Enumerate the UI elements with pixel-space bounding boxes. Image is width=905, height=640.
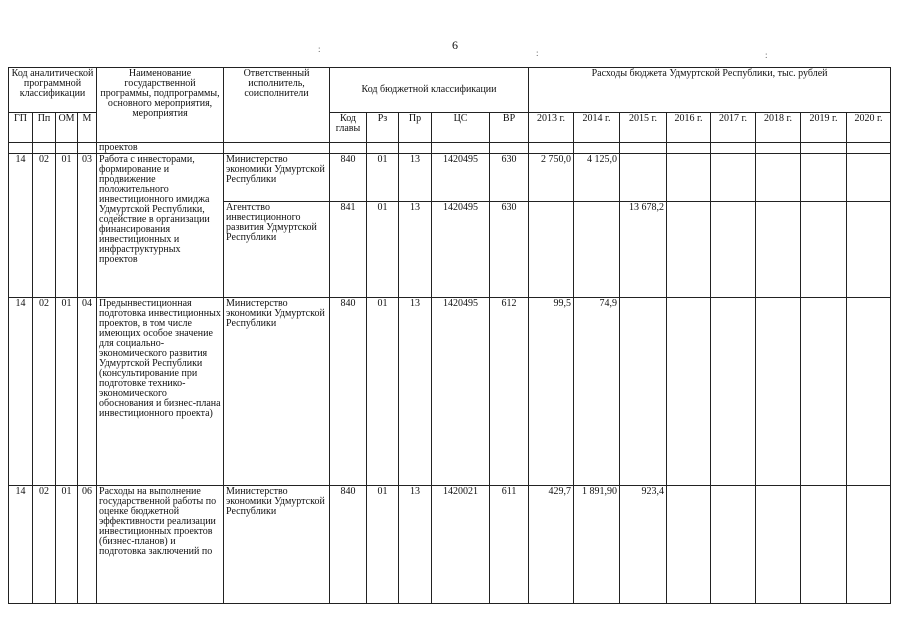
year-header: 2018 г. xyxy=(756,113,801,143)
year-header: 2017 г. xyxy=(711,113,756,143)
budget-table xyxy=(8,67,891,604)
year-header: 2016 г. xyxy=(667,113,711,143)
amount-2015: 13 678,2 xyxy=(620,202,667,298)
pp-header: Пп xyxy=(33,113,56,143)
cs-cell: 1420495 xyxy=(432,298,490,486)
kod-cell: 840 xyxy=(330,154,367,202)
vr-cell: 630 xyxy=(490,202,529,298)
vr-cell: 612 xyxy=(490,298,529,486)
scan-dot: : xyxy=(318,44,321,54)
table-row xyxy=(9,154,891,202)
rz-cell: 01 xyxy=(367,202,399,298)
gp-cell: 14 xyxy=(9,154,33,298)
page-number: 6 xyxy=(452,38,458,52)
amount-2014: 1 891,90 xyxy=(574,486,620,604)
year-header: 2020 г. xyxy=(847,113,891,143)
name-header: Наименование государственной программы, подпрограммы, основного мероприятия, мероприятия xyxy=(97,68,224,143)
year-header: 2015 г. xyxy=(620,113,667,143)
responsible-header: Ответственный исполнитель, соисполнители xyxy=(224,68,330,143)
executor-cell: Агентство инвестиционного развития Удмуртской Республики xyxy=(224,202,330,298)
activity-name: Предынвестиционная подготовка инвестиционных проектов, в том числе имеющих особое значение для социально-экономического развития Удмуртской Республики (консультирование при подготовке технико-экономического обоснования и бизнес-плана инвестиционного проекта) xyxy=(97,298,224,486)
amount-2015 xyxy=(620,298,667,486)
amount-2014: 4 125,0 xyxy=(574,154,620,202)
header-row-1 xyxy=(9,68,891,113)
scan-dot: : xyxy=(765,50,768,60)
amount-2014: 74,9 xyxy=(574,298,620,486)
executor-cell: Министерство экономики Удмуртской Республики xyxy=(224,486,330,604)
year-header: 2014 г. xyxy=(574,113,620,143)
activity-name: Расходы на выполнение государственной работы по оценке бюджетной эффективности реализации инвестиционных проектов (бизнес-планов) и подготовка заключений по xyxy=(97,486,224,604)
rz-cell: 01 xyxy=(367,298,399,486)
expenses-header: Расходы бюджета Удмуртской Республики, тыс. рублей xyxy=(529,68,891,113)
pr-cell: 13 xyxy=(399,298,432,486)
rz-cell: 01 xyxy=(367,154,399,202)
m-cell: 06 xyxy=(78,486,97,604)
activity-name: Работа с инвесторами, формирование и продвижение положительного инвестиционного имиджа Удмуртской Республики, содействие в организации финансирования инвестиционных и инфраструктурных проектов xyxy=(97,154,224,298)
amount-2014 xyxy=(574,202,620,298)
amount-2015 xyxy=(620,154,667,202)
year-header: 2019 г. xyxy=(801,113,847,143)
continuation-row xyxy=(9,143,891,154)
gp-header: ГП xyxy=(9,113,33,143)
kod-cell: 840 xyxy=(330,298,367,486)
vr-header: ВР xyxy=(490,113,529,143)
kod-cell: 840 xyxy=(330,486,367,604)
vr-cell: 611 xyxy=(490,486,529,604)
vr-cell: 630 xyxy=(490,154,529,202)
amount-2013: 429,7 xyxy=(529,486,574,604)
rz-header: Рз xyxy=(367,113,399,143)
cs-header: ЦС xyxy=(432,113,490,143)
scan-dot: : xyxy=(536,48,539,58)
amount-2013 xyxy=(529,202,574,298)
pr-cell: 13 xyxy=(399,486,432,604)
pp-cell: 02 xyxy=(33,154,56,298)
m-cell: 04 xyxy=(78,298,97,486)
om-cell: 01 xyxy=(56,154,78,298)
table-row xyxy=(9,298,891,486)
table-row xyxy=(9,486,891,604)
rz-cell: 01 xyxy=(367,486,399,604)
pr-header: Пр xyxy=(399,113,432,143)
pr-cell: 13 xyxy=(399,154,432,202)
om-cell: 01 xyxy=(56,486,78,604)
m-cell: 03 xyxy=(78,154,97,298)
gp-cell: 14 xyxy=(9,486,33,604)
executor-cell: Министерство экономики Удмуртской Республики xyxy=(224,154,330,202)
amount-2013: 2 750,0 xyxy=(529,154,574,202)
amount-2015: 923,4 xyxy=(620,486,667,604)
budget-code-header: Код бюджетной классификации xyxy=(330,68,529,113)
year-header: 2013 г. xyxy=(529,113,574,143)
kod-glavy-header: Код главы xyxy=(330,113,367,143)
cs-cell: 1420021 xyxy=(432,486,490,604)
pr-cell: 13 xyxy=(399,202,432,298)
continuation-text: проектов xyxy=(97,143,224,154)
pp-cell: 02 xyxy=(33,298,56,486)
cs-cell: 1420495 xyxy=(432,154,490,202)
om-header: ОМ xyxy=(56,113,78,143)
gp-cell: 14 xyxy=(9,298,33,486)
cs-cell: 1420495 xyxy=(432,202,490,298)
m-header: М xyxy=(78,113,97,143)
om-cell: 01 xyxy=(56,298,78,486)
amount-2013: 99,5 xyxy=(529,298,574,486)
executor-cell: Министерство экономики Удмуртской Республики xyxy=(224,298,330,486)
pp-cell: 02 xyxy=(33,486,56,604)
analytic-code-header: Код аналитической программной классификации xyxy=(9,68,97,113)
kod-cell: 841 xyxy=(330,202,367,298)
